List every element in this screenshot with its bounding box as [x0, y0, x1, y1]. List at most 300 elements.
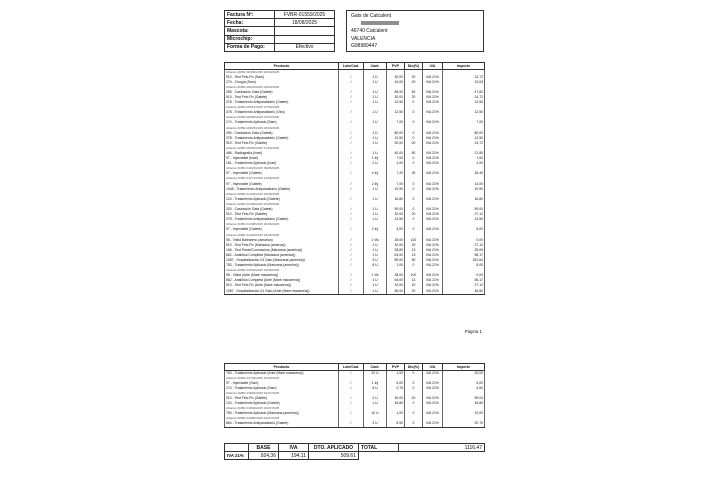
base-label: BASE	[249, 444, 279, 452]
iva-label: IVA	[279, 444, 309, 452]
price-cell: 16,00	[387, 80, 405, 85]
quantity-cell: 1 Inj	[364, 381, 387, 386]
quantity-cell: 6 U	[364, 386, 387, 391]
price-cell: 40,00	[387, 151, 405, 156]
lote-cell: /	[339, 411, 364, 416]
product-cell: 910 - Test Felv-Fiv (Gatete)	[225, 212, 339, 217]
lote-cell: /	[339, 80, 364, 85]
client-city: VALENCIA	[351, 35, 376, 42]
quantity-cell: 1 U	[364, 197, 387, 202]
price-cell: 30,00	[387, 141, 405, 146]
lote-cell: /	[339, 75, 364, 80]
iva-cell: IVA 21%	[423, 212, 443, 217]
amount-cell: 46,80	[443, 289, 485, 295]
iva-cell: IVA 21%	[423, 161, 443, 166]
lote-cell: /	[339, 90, 364, 95]
lote-cell: /	[339, 273, 364, 278]
invoice-meta-label: Fecha:	[225, 19, 275, 27]
iva-cell: IVA 21%	[423, 248, 443, 253]
dto-label: DTO. APLICADO	[309, 444, 359, 452]
amount-cell: 251,64	[443, 258, 485, 263]
product-cell: 910 - Test Felv-Fiv (Ante (Mare macarena))	[225, 283, 339, 288]
lote-cell: /	[339, 171, 364, 176]
iva-cell: IVA 21%	[423, 75, 443, 80]
lote-cell: /	[339, 207, 364, 212]
quantity-cell: 4 Inj	[364, 171, 387, 176]
discount-cell: 13	[405, 278, 423, 283]
price-cell: 10,90	[387, 187, 405, 192]
iva-cell: IVA 21%	[423, 171, 443, 176]
invoice-meta-row	[225, 43, 335, 51]
header-iva: IVA	[423, 364, 443, 371]
discount-cell: 0	[405, 421, 423, 427]
product-cell: 1048 - Tratamiento Antiparasitario (Gatete)	[225, 187, 339, 192]
discount-cell: 20	[405, 212, 423, 217]
iva-cell: IVA 21%	[423, 187, 443, 192]
invoice-meta-row	[225, 19, 335, 27]
delivery-note-label: Albarán AVBR-01880/2025 04/07/2025	[225, 416, 339, 421]
price-cell: 7,00	[387, 182, 405, 187]
delivery-note-label: Albarán AVBR-01408/2025 15/06/2025	[225, 222, 339, 227]
delivery-note-label: Albarán AVBR-01271/2025 14/06/2025	[225, 176, 339, 181]
amount-cell: 27,12	[443, 283, 485, 288]
lote-cell: /	[339, 212, 364, 217]
price-cell: 7,20	[387, 171, 405, 176]
discount-cell: 50	[405, 151, 423, 156]
delivery-note-label: Albarán AVBR-00636/2025 11/03/2025	[225, 146, 339, 151]
client-street: 46740 Catcalent	[351, 28, 388, 35]
price-cell: 64,00	[387, 278, 405, 283]
client-address-box	[346, 10, 484, 52]
iva-cell: IVA 21%	[423, 131, 443, 136]
quantity-cell: 1 U	[364, 110, 387, 115]
quantity-cell: 1 U	[364, 217, 387, 222]
iva-cell: IVA 21%	[423, 120, 443, 125]
quantity-cell: 1 U	[364, 136, 387, 141]
product-cell: 783 - Tratamiento Aplicado (Manzana (america))	[225, 411, 339, 416]
lote-cell: /	[339, 136, 364, 141]
quantity-cell: 1 U	[364, 401, 387, 406]
iva-cell: IVA 21%	[423, 243, 443, 248]
amount-cell: 20,70	[443, 421, 485, 427]
amount-cell: 0,00	[443, 273, 485, 278]
header-producto: Producto	[225, 364, 339, 371]
iva-value: 194,11	[279, 452, 309, 460]
amount-cell: 21,80	[443, 151, 485, 156]
price-cell: 7,00	[387, 120, 405, 125]
discount-cell: 100	[405, 238, 423, 243]
delivery-note-label: Albarán AVBR-00586/2025 07/03/2025	[225, 115, 339, 120]
quantity-cell: 1 U	[364, 243, 387, 248]
amount-cell: 24,72	[443, 95, 485, 100]
lote-cell: /	[339, 289, 364, 295]
price-cell: 28,00	[387, 238, 405, 243]
amount-cell: 90,00	[443, 207, 485, 212]
product-cell: 862 - Analítica Completa (Ante (Mare macarena))	[225, 278, 339, 283]
amount-cell: 24,72	[443, 75, 485, 80]
lote-cell: /	[339, 238, 364, 243]
delivery-note-label: Albarán AVBR-01840/2025 04/07/2025	[225, 406, 339, 411]
discount-cell: 0	[405, 227, 423, 232]
quantity-cell: 1 Vis	[364, 273, 387, 278]
header-iva: IVA	[423, 63, 443, 70]
iva-cell: IVA 21%	[423, 238, 443, 243]
amount-cell: 24,72	[443, 141, 485, 146]
dto-value: 509,61	[309, 452, 359, 460]
iva-cell: IVA 21%	[423, 396, 443, 401]
amount-cell: 26,40	[443, 171, 485, 176]
quantity-cell: 1 U	[364, 278, 387, 283]
total-label: TOTAL	[359, 444, 399, 452]
amount-cell: 12,50	[443, 110, 485, 115]
product-cell: 864 - Tratamiento Antiparasitario (Gatete)	[225, 421, 339, 427]
price-cell: 90,00	[387, 207, 405, 212]
discount-cell: 0	[405, 381, 423, 386]
discount-cell: 50	[405, 90, 423, 95]
header-producto: Producto	[225, 63, 339, 70]
quantity-cell: 1 U	[364, 75, 387, 80]
product-cell: 910 - Test Felv-Fiv (Gatete)	[225, 396, 339, 401]
discount-cell: 0	[405, 263, 423, 268]
lote-cell: /	[339, 421, 364, 427]
lote-cell: /	[339, 100, 364, 105]
header-descuento: Dto(%)	[405, 364, 423, 371]
iva-cell: IVA 21%	[423, 273, 443, 278]
amount-cell: 59,04	[443, 396, 485, 401]
invoice-meta-value	[275, 35, 335, 43]
iva-cell: IVA 21%	[423, 258, 443, 263]
discount-cell: 20	[405, 289, 423, 295]
price-cell: 30,00	[387, 95, 405, 100]
price-cell: 1,00	[387, 370, 405, 376]
quantity-cell: 1 U	[364, 283, 387, 288]
lote-cell: /	[339, 151, 364, 156]
product-cell: 783 - Tratamiento Aplicado (Ante (Mare macarena))	[225, 370, 339, 376]
lote-cell: /	[339, 217, 364, 222]
iva-cell: IVA 21%	[423, 136, 443, 141]
invoice-meta-value: FVBR-01559/2025	[275, 11, 335, 19]
product-cell: 910 - Test Felv-Fiv (Sam)	[225, 75, 339, 80]
totals-value-row	[225, 452, 485, 460]
discount-cell: 0	[405, 187, 423, 192]
totals-empty-cell	[359, 452, 485, 460]
lote-cell: /	[339, 156, 364, 161]
amount-cell: 2,00	[443, 161, 485, 166]
discount-cell: 20	[405, 80, 423, 85]
lote-cell: /	[339, 396, 364, 401]
lote-cell: /	[339, 401, 364, 406]
product-cell: 320 - Castración Gata (Gatete)	[225, 207, 339, 212]
price-cell: 85,00	[387, 90, 405, 95]
quantity-cell: 20 U	[364, 370, 387, 376]
price-cell: 3,00	[387, 227, 405, 232]
discount-cell: 20	[405, 95, 423, 100]
header-descuento: Dto(%)	[405, 63, 423, 70]
product-cell: 174 - Tratamiento Aplicado (Sam)	[225, 120, 339, 125]
delivery-note-label: Albarán AVBR-01493/2025 16/06/2025	[225, 233, 339, 238]
lote-cell: /	[339, 248, 364, 253]
delivery-note-label: Albarán AVBR-00521/2025 07/03/2025	[225, 105, 339, 110]
lote-cell: /	[339, 227, 364, 232]
amount-cell: 4,50	[443, 386, 485, 391]
product-cell: 98 - Visita (Ante (Mare macarena))	[225, 273, 339, 278]
lote-cell: /	[339, 141, 364, 146]
price-cell: 0,75	[387, 386, 405, 391]
product-cell: 783 - Tratamiento Aplicado (Manzana (america))	[225, 263, 339, 268]
iva-cell: IVA 21%	[423, 289, 443, 295]
discount-cell: 13	[405, 253, 423, 258]
invoice-lines-table-page-1	[224, 62, 485, 295]
iva-cell: IVA 21%	[423, 401, 443, 406]
product-cell: 250 - Castración Gata (Gatete)	[225, 131, 339, 136]
amount-cell: 10,90	[443, 187, 485, 192]
product-cell: 910 - Test Felv-Fiv (Gatete)	[225, 95, 339, 100]
product-cell: 910 - Test Felv-Fiv (Gatete)	[225, 141, 339, 146]
discount-cell: 0	[405, 120, 423, 125]
discount-cell: 0	[405, 110, 423, 115]
price-cell: 6,90	[387, 421, 405, 427]
quantity-cell: 1 U	[364, 131, 387, 136]
amount-cell: 7,00	[443, 156, 485, 161]
product-cell: 98 - Visita Baleareno (amarica)	[225, 238, 339, 243]
price-cell: 16,80	[387, 197, 405, 202]
amount-cell: 56,17	[443, 278, 485, 283]
invoice-meta-table	[224, 10, 335, 52]
iva-cell: IVA 21%	[423, 207, 443, 212]
price-cell: 56,00	[387, 289, 405, 295]
price-cell: 32,00	[387, 212, 405, 217]
amount-cell: 8,00	[443, 263, 485, 268]
discount-cell: 100	[405, 273, 423, 278]
amount-cell: 5,00	[443, 381, 485, 386]
invoice-meta-value	[275, 27, 335, 35]
lote-cell: /	[339, 258, 364, 263]
discount-cell: 0	[405, 156, 423, 161]
iva-cell: IVA 21%	[423, 182, 443, 187]
quantity-cell: 1 U	[364, 100, 387, 105]
total-value: 1116,47	[399, 444, 485, 452]
amount-cell: 20,00	[443, 370, 485, 376]
price-cell: 1,00	[387, 263, 405, 268]
discount-cell: 0	[405, 401, 423, 406]
iva-cell: IVA 21%	[423, 141, 443, 146]
delivery-note-label: Albarán AVBR-01603/2025 18/08/2025	[225, 268, 339, 273]
price-cell: 12,50	[387, 110, 405, 115]
delivery-note-label: Albarán AVBR-00452/2025 20/02/2025	[225, 69, 339, 75]
amount-cell: 14,00	[443, 182, 485, 187]
quantity-cell: 1 U	[364, 141, 387, 146]
price-cell: 28,00	[387, 273, 405, 278]
header-pvp: PVP	[387, 364, 405, 371]
header-importe: Importe	[443, 364, 485, 371]
header-lote: Lote/Cad.	[339, 364, 364, 371]
product-cell: 1087 - Hospitalización 24 Gato (Manzana (america))	[225, 258, 339, 263]
iva-cell: IVA 21%	[423, 421, 443, 427]
quantity-cell: 2 Inj	[364, 182, 387, 187]
amount-cell: 7,00	[443, 120, 485, 125]
delivery-note-label: Albarán AVBR-01802/2025 01/07/2025	[225, 391, 339, 396]
discount-cell: 50	[405, 258, 423, 263]
discount-cell: 0	[405, 182, 423, 187]
amount-cell: 6,00	[443, 227, 485, 232]
amount-cell: 12,50	[443, 136, 485, 141]
lote-cell: /	[339, 370, 364, 376]
price-cell: 12,50	[387, 136, 405, 141]
delivery-note-label: Albarán AVBR-01396/2025 22/06/2025	[225, 202, 339, 207]
product-cell: 862 - Analítica Completa (Manzana (america))	[225, 253, 339, 258]
product-cell: 161 - Tratamiento Aplicado (Inari)	[225, 161, 339, 166]
iva-cell: IVA 21%	[423, 217, 443, 222]
iva-cell: IVA 21%	[423, 110, 443, 115]
amount-cell: 27,12	[443, 243, 485, 248]
discount-cell: 0	[405, 370, 423, 376]
iva-cell: IVA 21%	[423, 386, 443, 391]
lote-cell: /	[339, 278, 364, 283]
quantity-cell: 1 Vis	[364, 238, 387, 243]
amount-cell: 12,50	[443, 217, 485, 222]
delivery-note-label: Albarán AVBR-01023/2025 09/05/2025	[225, 166, 339, 171]
iva-cell: IVA 21%	[423, 227, 443, 232]
amount-cell: 10,00	[443, 411, 485, 416]
totals-header-row	[225, 444, 485, 452]
iva-cell: IVA 21%	[423, 411, 443, 416]
discount-cell: 20	[405, 141, 423, 146]
invoice-meta-label: Mascota:	[225, 27, 275, 35]
product-cell: 166 - Test Panel/Coronavirus (Manzana (america))	[225, 248, 339, 253]
discount-cell: 0	[405, 161, 423, 166]
quantity-cell: 1 U	[364, 253, 387, 258]
amount-cell: 0,00	[443, 238, 485, 243]
delivery-note-label: Albarán AVBR-01326/2025 18/06/2025	[225, 192, 339, 197]
lote-cell: /	[339, 263, 364, 268]
iva-cell: IVA 21%	[423, 100, 443, 105]
product-cell: 910 - Test Felv-Fiv (Manzana (amerca))	[225, 243, 339, 248]
discount-cell: 20	[405, 396, 423, 401]
quantity-cell: 2 Inj	[364, 227, 387, 232]
base-value: 924,36	[249, 452, 279, 460]
product-cell: 1087 - Hospitalización 24 Gato (Ante (Mare macarena))	[225, 289, 339, 295]
discount-cell: 20	[405, 283, 423, 288]
iva-cell: IVA 21%	[423, 95, 443, 100]
invoice-meta-row	[225, 35, 335, 43]
header-importe: Importe	[443, 63, 485, 70]
product-cell: 174 - Tratamiento Aplicado (Sam)	[225, 386, 339, 391]
lote-cell: /	[339, 253, 364, 258]
delivery-note-label: Albarán AVBR-00629/2025 03/03/2025	[225, 126, 339, 131]
redacted-line	[361, 21, 399, 25]
iva-cell: IVA 21%	[423, 370, 443, 376]
lote-cell: /	[339, 386, 364, 391]
iva-cell: IVA 21%	[423, 253, 443, 258]
client-nif: G98989447	[351, 43, 378, 50]
invoice-meta-value: 18/08/2025	[275, 19, 335, 27]
quantity-cell: 1 U	[364, 212, 387, 217]
discount-cell: 20	[405, 243, 423, 248]
discount-cell: 0	[405, 197, 423, 202]
invoice-meta-value: Efectivo	[275, 43, 335, 51]
header-cantidad: Cant.	[364, 364, 387, 371]
page-number: Página 1	[464, 329, 482, 334]
price-cell: 32,00	[387, 243, 405, 248]
amount-cell: 12,50	[443, 100, 485, 105]
table-row	[225, 289, 485, 295]
invoice-meta-row	[225, 27, 335, 35]
amount-cell: 16,80	[443, 401, 485, 406]
quantity-cell: 1 U	[364, 248, 387, 253]
price-cell: 7,00	[387, 156, 405, 161]
amount-cell: 47,82	[443, 90, 485, 95]
totals-blank-cell	[225, 444, 249, 452]
price-cell: 30,00	[387, 396, 405, 401]
lote-cell: /	[339, 243, 364, 248]
totals-table	[224, 443, 485, 460]
product-cell: 97 - Inyectable (Inari)	[225, 156, 339, 161]
invoice-meta-label: Factura Nº:	[225, 11, 275, 19]
quantity-cell: 1 U	[364, 151, 387, 156]
price-cell: 28,80	[387, 248, 405, 253]
product-cell: 378 - Tratamiento Antiparasitario (Gatete)	[225, 136, 339, 141]
price-cell: 1,00	[387, 161, 405, 166]
product-cell: 378 - Tratamiento Antiparasitario (Gatete)	[225, 100, 339, 105]
amount-cell: 80,00	[443, 131, 485, 136]
quantity-cell: 3 U	[364, 421, 387, 427]
header-lote: Lote/Cad.	[339, 63, 364, 70]
product-cell: 97 - Inyectable (Gatete)	[225, 227, 339, 232]
lote-cell: /	[339, 161, 364, 166]
iva-cell: IVA 21%	[423, 283, 443, 288]
amount-cell: 25,06	[443, 248, 485, 253]
iva-cell: IVA 21%	[423, 381, 443, 386]
lote-cell: /	[339, 95, 364, 100]
amount-cell: 56,17	[443, 253, 485, 258]
discount-cell: 0	[405, 411, 423, 416]
iva-cell: IVA 21%	[423, 90, 443, 95]
lote-cell: /	[339, 131, 364, 136]
price-cell: 30,00	[387, 75, 405, 80]
header-cantidad: Cant.	[364, 63, 387, 70]
quantity-cell: 10 U	[364, 411, 387, 416]
discount-cell: 0	[405, 207, 423, 212]
product-cell: 124 - Tratamiento Aplicado (Gatete)	[225, 401, 339, 406]
price-cell: 12,50	[387, 100, 405, 105]
iva-rate-label: IVA 21%	[225, 452, 249, 460]
amount-cell: 16,80	[443, 197, 485, 202]
delivery-note-label: Albarán AVBR-01700/2025 10/06/2025	[225, 376, 339, 381]
product-cell: 124 - Tratamiento Aplicado (Gatete)	[225, 197, 339, 202]
product-cell: 97 - Inyectable (Sam)	[225, 381, 339, 386]
price-cell: 16,80	[387, 401, 405, 406]
invoice-lines-table-page-2	[224, 363, 485, 428]
product-cell: 274 - Cirugía (Sam)	[225, 80, 339, 85]
price-cell: 1,00	[387, 411, 405, 416]
quantity-cell: 1 U	[364, 120, 387, 125]
product-cell: 97 - Inyectable (Gatete)	[225, 171, 339, 176]
price-cell: 80,00	[387, 131, 405, 136]
iva-cell: IVA 21%	[423, 197, 443, 202]
price-cell: 32,00	[387, 283, 405, 288]
price-cell: 64,00	[387, 253, 405, 258]
price-cell: 89,00	[387, 258, 405, 263]
quantity-cell: 1 U	[364, 95, 387, 100]
quantity-cell: 1 U	[364, 80, 387, 85]
table-row	[225, 421, 485, 427]
product-cell: 285 - Castración Gata (Gatete)	[225, 90, 339, 95]
iva-cell: IVA 21%	[423, 156, 443, 161]
discount-cell: 30	[405, 171, 423, 176]
discount-cell: 20	[405, 75, 423, 80]
price-cell: 5,00	[387, 381, 405, 386]
lote-cell: /	[339, 110, 364, 115]
